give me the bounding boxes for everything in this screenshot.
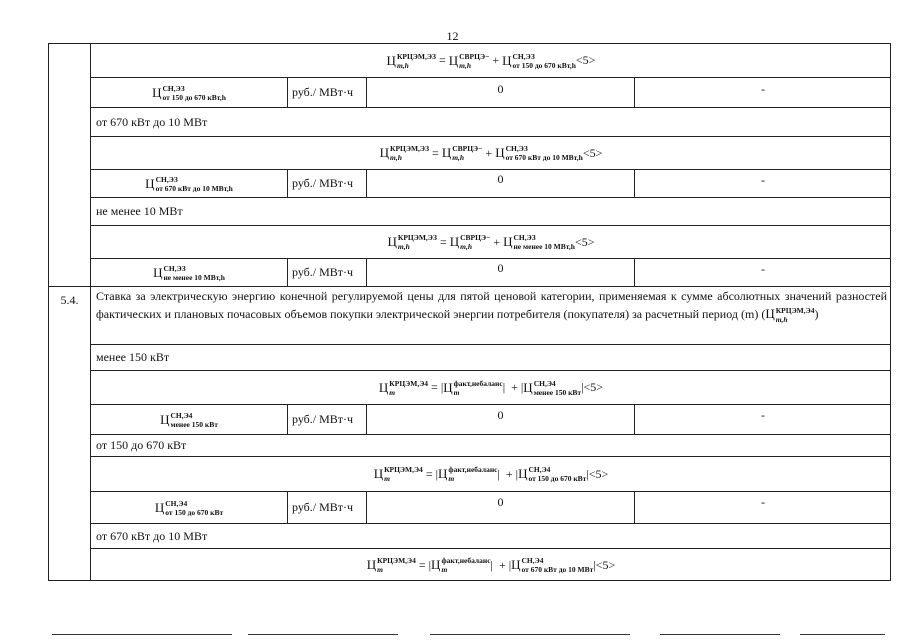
unit-cell: руб./ МВт·ч <box>292 176 354 190</box>
value-sub: не менее 10 МВт,h <box>163 272 225 282</box>
formula-symbol: Ц <box>523 379 533 395</box>
formula-sup: КРЦЭМ,ЭЗ <box>390 144 430 153</box>
formula-eq: = <box>431 380 438 394</box>
value-sup: СН,ЭЗ <box>162 83 185 93</box>
value-symbol: Ц <box>153 264 163 280</box>
item-symbol: (Ц КРЦЭМ,Э4 m,h ) <box>761 306 819 325</box>
tariff-table <box>48 43 891 581</box>
value-sup: СН,Э4 <box>170 410 193 420</box>
formula-sup: СВРЦЭ− <box>452 144 483 153</box>
formula-plus: + <box>485 145 493 160</box>
formula-symbol: Ц <box>386 52 396 68</box>
formula-row <box>91 44 891 77</box>
formula-sub: m,h <box>397 242 410 251</box>
value-symbol: Ц <box>154 499 165 515</box>
formula-sub: m,h <box>459 60 472 70</box>
formula-plus: + <box>505 466 513 481</box>
value-cell: 0 <box>497 81 504 96</box>
formula-sup: факт,небаланс <box>441 556 491 565</box>
bottom-rule <box>248 634 398 635</box>
value-sup: СН,Э4 <box>165 498 188 508</box>
formula-sub: m,h <box>452 153 465 162</box>
formula-sub: от 670 кВт до 10 МВт <box>521 565 594 574</box>
value-symbol-cell <box>91 492 287 523</box>
formula-ref: <5> <box>575 53 596 67</box>
dash-cell: - <box>761 261 765 276</box>
formula-symbol: Ц <box>379 145 389 160</box>
formula-plus: + <box>498 557 506 572</box>
bottom-rule <box>800 634 885 635</box>
formula-ref: <5> <box>582 145 603 160</box>
section-heading: менее 150 кВт <box>96 350 170 364</box>
formula-sub: от 150 до 670 кВт <box>528 474 587 483</box>
formula-sup: СН,ЭЗ <box>505 144 528 153</box>
formula-symbol: Ц <box>431 557 441 572</box>
unit-cell: руб./ МВт·ч <box>292 412 354 426</box>
formula-plus: + <box>492 53 500 67</box>
formula-sup: КРЦЭМ,ЭЗ <box>397 233 437 242</box>
formula-sub: m,h <box>460 242 472 251</box>
formula-plus: + <box>511 380 518 394</box>
formula-sup: СН,ЭЗ <box>512 51 535 61</box>
formula-row: Ц КРЦЭМ,Э4 m = | Ц факт,небаланс m | + | Ц СН,Э4 менее 150 кВт | <5> <box>378 378 604 397</box>
formula-symbol: Ц <box>449 234 460 249</box>
formula-symbol: Ц <box>443 379 453 395</box>
formula-symbol: Ц <box>387 234 397 249</box>
value-sub: от 670 кВт до 10 МВт,h <box>155 183 233 193</box>
formula-row: Ц КРЦЭМ,Э4 m = | Ц факт,небаланс m | + | Ц СН,Э4 от 670 кВт до 10 МВт | <5> <box>366 556 616 574</box>
formula-symbol: Ц <box>366 557 377 572</box>
unit-cell: руб./ МВт·ч <box>292 85 354 99</box>
value-sup: СН,ЭЗ <box>163 263 186 273</box>
section-heading: от 670 кВт до 10 МВт <box>96 528 208 543</box>
formula-sub: m <box>448 474 455 483</box>
formula-symbol: Ц <box>495 145 505 160</box>
formula-sub: m <box>441 565 448 574</box>
formula-sub: m <box>389 387 396 397</box>
section-heading: от 150 до 670 кВт <box>96 438 187 452</box>
dash-cell: - <box>761 172 765 187</box>
dash-cell: - <box>761 494 765 509</box>
formula-sub: от 670 кВт до 10 МВт,h <box>505 153 583 162</box>
section-heading: от 670 кВт до 10 МВт <box>96 114 208 129</box>
formula-eq: = <box>432 145 439 160</box>
formula-eq: = <box>425 466 433 481</box>
formula-sup: КРЦЭМ,Э4 <box>384 465 423 474</box>
formula-eq: = <box>438 53 446 67</box>
value-symbol: Ц <box>145 175 155 191</box>
value-symbol-cell <box>91 405 287 434</box>
formula-row: Ц КРЦЭМ,Э4 m = | Ц факт,небаланс m | + | Ц СН,Э4 от 150 до 670 кВт | <5> <box>373 465 609 483</box>
value-sub: менее 150 кВт <box>170 419 218 429</box>
value-symbol: Ц <box>152 84 162 100</box>
value-symbol: Ц <box>160 411 170 427</box>
formula-plus: + <box>493 234 501 249</box>
formula-symbol: Ц <box>441 145 452 160</box>
formula-row <box>91 137 891 169</box>
formula-sub: не менее 10 МВт,h <box>513 242 575 251</box>
value-cell: 0 <box>497 260 504 275</box>
formula-sup: СН,Э4 <box>521 556 544 565</box>
formula-symbol: Ц <box>378 379 389 395</box>
value-symbol-cell <box>91 259 287 286</box>
formula-sup: КРЦЭМ,ЭЗ <box>396 51 436 61</box>
formula-symbol: Ц <box>511 557 521 572</box>
value-sub: от 150 до 670 кВт,h <box>162 92 226 102</box>
formula-ref: <5> <box>588 466 609 481</box>
formula-sup: факт,небаланс <box>448 465 498 474</box>
formula-symbol: Ц <box>503 234 513 249</box>
value-cell: 0 <box>497 407 504 422</box>
value-cell: 0 <box>497 494 504 509</box>
item-description <box>96 288 887 343</box>
formula-row <box>91 226 891 258</box>
formula-sup: КРЦЭМ,Э4 <box>389 378 429 388</box>
unit-cell: руб./ МВт·ч <box>292 265 354 279</box>
item-text: Ставка за электрическую энергию конечной регулируемой цены для пятой ценовой категории, применяемая к сумме абсолютных значений разностей фактических и плановых почасовых объемов покупки электрической энергии потребителя (покупателя) за расчетный период (m) <box>96 289 887 321</box>
formula-sub: m <box>384 474 390 483</box>
formula-ref: <5> <box>595 557 616 572</box>
formula-sup: КРЦЭМ,Э4 <box>377 556 416 565</box>
formula-symbol: Ц <box>448 52 459 68</box>
formula-sup: факт,небаланс <box>453 378 503 388</box>
formula-sup: СН,Э4 <box>533 378 556 388</box>
formula-sup: СН,Э4 <box>528 465 551 474</box>
formula-sub: m <box>453 387 460 397</box>
value-cell: 0 <box>497 171 504 186</box>
formula-sub: m,h <box>396 60 409 70</box>
section-heading: не менее 10 МВт <box>96 204 183 218</box>
item-number: 5.4. <box>60 292 79 307</box>
formula-sup: СН,ЭЗ <box>513 233 536 242</box>
formula-symbol: Ц <box>438 466 448 481</box>
bottom-rule <box>660 634 780 635</box>
formula-eq: = <box>418 557 426 572</box>
value-symbol-cell <box>91 170 287 197</box>
dash-cell: - <box>761 81 765 96</box>
value-sub: от 150 до 670 кВт <box>165 507 224 517</box>
dash-cell: - <box>761 407 765 422</box>
formula-ref: <5> <box>574 234 595 249</box>
formula-sub: m <box>377 565 383 574</box>
unit-cell: руб./ МВт·ч <box>292 500 354 514</box>
formula-symbol: Ц <box>502 52 512 68</box>
bottom-rule <box>52 634 232 635</box>
value-symbol-cell <box>91 78 287 107</box>
formula-symbol: Ц <box>373 466 384 481</box>
formula-ref: <5> <box>583 380 604 394</box>
bottom-rule <box>430 634 630 635</box>
formula-symbol: Ц <box>518 466 528 481</box>
page-number: 12 <box>446 29 459 43</box>
formula-sup: СВРЦЭ− <box>459 51 490 61</box>
formula-sub: менее 150 кВт <box>533 387 582 397</box>
formula-sub: от 150 до 670 кВт,h <box>512 60 576 70</box>
formula-sup: СВРЦЭ− <box>460 233 491 242</box>
formula-sub: m,h <box>390 153 402 162</box>
value-sup: СН,ЭЗ <box>155 174 178 184</box>
formula-eq: = <box>439 234 447 249</box>
